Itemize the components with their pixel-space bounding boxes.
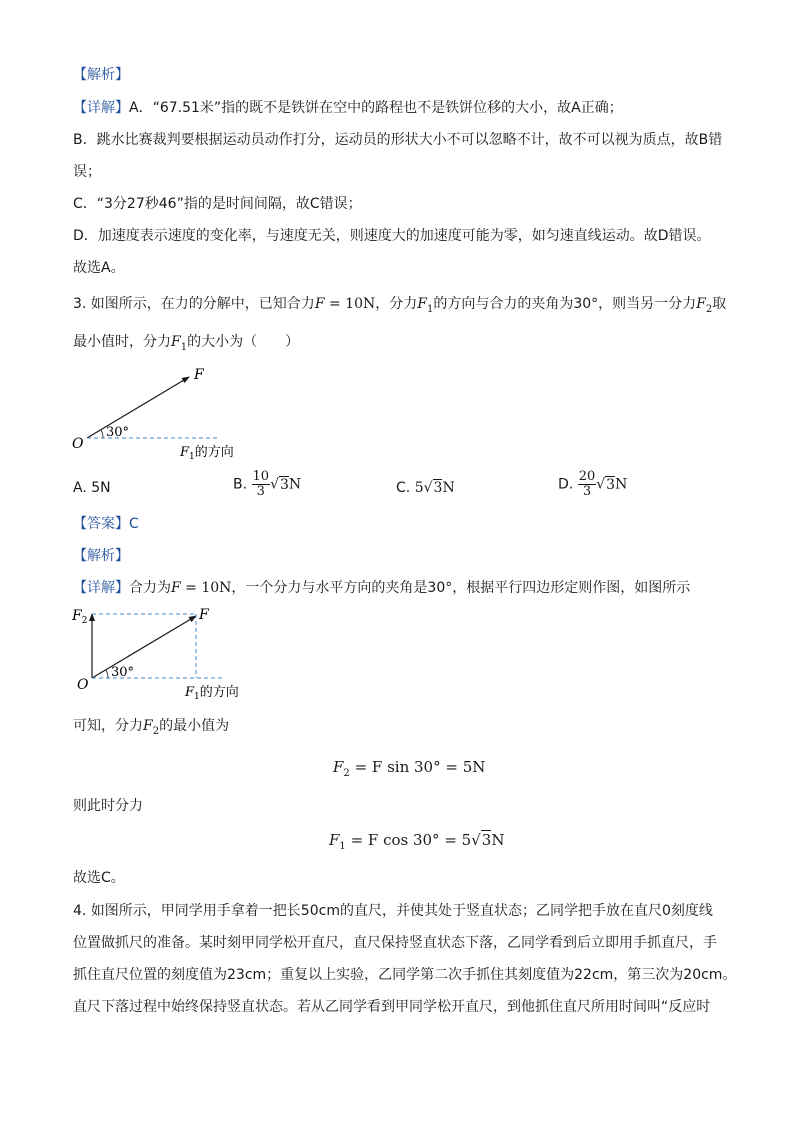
option-b: B. $\frac{10}{3}$ √3N — [233, 469, 302, 499]
angle-label: 30° — [106, 425, 130, 440]
angle-arc-2 — [106, 670, 108, 678]
f1-direction-label-2: $F_1$的方向 — [185, 685, 239, 702]
origin-label: O — [72, 436, 84, 452]
question-4-line-3: 抓住直尺位置的刻度值为23cm；重复以上实验，乙同学第二次手抓住其刻度值为22cm，第三次为20cm。 — [73, 967, 737, 983]
option-a: A. 5N — [73, 480, 111, 496]
option-d: D. $\frac{20}{3}$ √3N — [558, 469, 628, 499]
explanation-line-b: B．跳水比赛裁判要根据运动员动作打分，运动员的形状大小不可以忽略不计，故不可以视为质点，故B错 — [73, 132, 723, 148]
explanation-line-c: C．“3分27秒46”指的是时间间隔，故C错误； — [73, 196, 362, 212]
question-3-line-1: 3. 如图所示，在力的分解中，已知合力F = 10N，分力$F_1$的方向与合力的夹角为30°，则当另一分力$F_2$取 — [73, 296, 727, 315]
f2-label: $F_2$ — [72, 608, 88, 626]
angle-arc — [101, 430, 103, 438]
analysis-heading-2: 【解析】 — [73, 548, 129, 564]
force-diagram-1 — [68, 362, 268, 462]
conclusion-line: 可知，分力$F_2$的最小值为 — [73, 718, 230, 737]
question-4-line-2: 位置做抓尺的准备。某时刻甲同学松开直尺，直尺保持竖直状态下落，乙同学看到后立即用手抓直尺，手 — [73, 935, 717, 951]
then-line: 则此时分力 — [73, 798, 143, 814]
f1-direction-label: $F_1$的方向 — [180, 445, 234, 462]
answer-line: 【答案】C — [73, 516, 139, 532]
force-f-label-2: F — [199, 607, 209, 623]
formula-f2: $F_2 = F$ sin 30° = 5N — [333, 758, 486, 779]
explanation-line-b-cont: 误； — [73, 164, 101, 180]
force-f-label: F — [194, 367, 204, 383]
explanation-line-a: 【详解】A．“67.51米”指的既不是铁饼在空中的路程也不是铁饼位移的大小，故A正确； — [73, 100, 623, 116]
choice-statement-2: 故选C。 — [73, 870, 125, 886]
explanation-line-d: D．加速度表示速度的变化率，与速度无关，则速度大的加速度可能为零，如匀速直线运动。故D错误。 — [73, 228, 711, 244]
detail-tag: 【详解】 — [73, 100, 129, 116]
resultant-force-vector-2 — [92, 616, 196, 678]
choice-statement: 故选A。 — [73, 260, 125, 276]
question-4-line-1: 4. 如图所示，甲同学用手拿着一把长50cm的直尺，并使其处于竖直状态；乙同学把手放在直尺0刻度线 — [73, 903, 713, 919]
formula-f1: $F_1 = F$ cos 30° = 5√3N — [329, 831, 505, 852]
resultant-force-vector — [87, 377, 189, 438]
detail-line: 【详解】合力为F = 10N，一个分力与水平方向的夹角是30°，根据平行四边形定则作图，如图所示 — [73, 580, 691, 596]
option-c: C. 5√3N — [396, 480, 455, 496]
question-3-line-2: 最小值时，分力$F_1$的大小为（ ） — [73, 334, 300, 353]
question-4-line-4: 直尺下落过程中始终保持竖直状态。若从乙同学看到甲同学松开直尺，到他抓住直尺所用时间叫“反应时 — [73, 999, 711, 1015]
force-diagram-2 — [68, 602, 268, 702]
angle-label-2: 30° — [111, 665, 135, 680]
origin-label-2: O — [77, 677, 89, 693]
analysis-heading: 【解析】 — [73, 67, 129, 83]
